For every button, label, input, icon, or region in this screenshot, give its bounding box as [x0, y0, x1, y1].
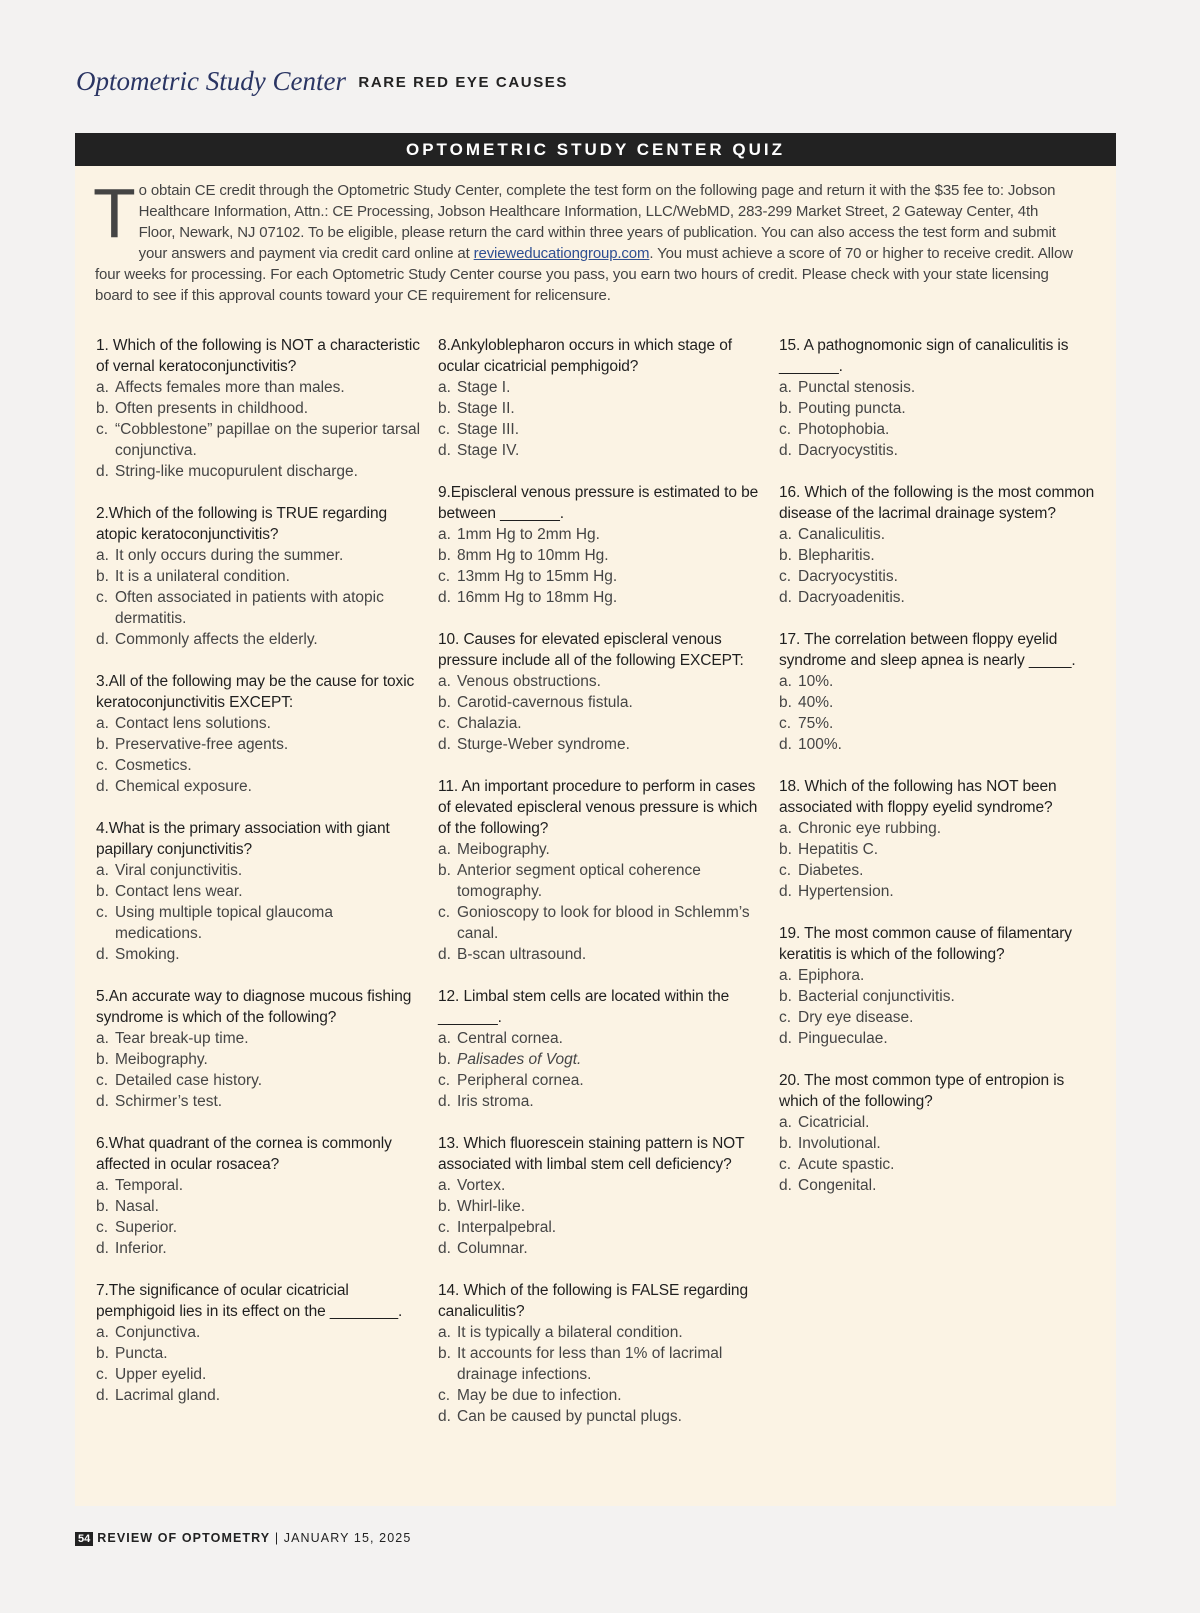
option-text: Using multiple topical glaucoma medications.	[115, 904, 333, 942]
option-letter: b.	[779, 400, 792, 417]
quiz-question	[96, 818, 421, 965]
option-letter: a.	[96, 1030, 109, 1047]
option-letter: d.	[438, 1093, 451, 1110]
option-text: Can be caused by punctal plugs.	[457, 1408, 682, 1425]
option-letter: c.	[96, 589, 109, 606]
question-text: 4.What is the primary association with giant papillary conjunctivitis?	[96, 820, 390, 858]
option-text: Congenital.	[798, 1177, 877, 1194]
option-letter: b.	[438, 1051, 451, 1068]
quiz-question	[96, 335, 421, 482]
option-text: 16mm Hg to 18mm Hg.	[457, 589, 618, 606]
option-text: Photophobia.	[798, 421, 890, 438]
option-text: It is typically a bilateral condition.	[457, 1324, 683, 1341]
answer-option	[438, 860, 763, 902]
option-text: Anterior segment optical coherence tomography.	[457, 862, 701, 900]
series-title: Optometric Study Center	[76, 66, 346, 96]
option-letter: d.	[438, 1240, 451, 1257]
answer-option	[438, 398, 763, 419]
magazine-name: REVIEW OF OPTOMETRY	[97, 1531, 271, 1545]
option-text: Superior.	[115, 1219, 178, 1236]
answer-option	[438, 1238, 763, 1259]
option-text: Whirl-like.	[457, 1198, 526, 1215]
quiz-question	[96, 503, 421, 650]
answer-option	[96, 398, 421, 419]
option-letter: a.	[779, 526, 792, 543]
option-text: Stage III.	[457, 421, 520, 438]
option-letter: b.	[96, 1198, 109, 1215]
answer-option	[438, 944, 763, 965]
option-text: Contact lens wear.	[115, 883, 243, 900]
answer-option	[779, 818, 1104, 839]
answer-option	[96, 461, 421, 482]
option-text: 1mm Hg to 2mm Hg.	[457, 526, 600, 543]
quiz-question	[96, 671, 421, 797]
option-text: Hepatitis C.	[798, 841, 879, 858]
question-text: 14. Which of the following is FALSE regarding canaliculitis?	[438, 1282, 748, 1320]
option-text: B-scan ultrasound.	[457, 946, 587, 963]
answer-option	[96, 1091, 421, 1112]
answer-option	[96, 545, 421, 566]
option-text: String-like mucopurulent discharge.	[115, 463, 358, 480]
question-text: 16. Which of the following is the most common disease of the lacrimal drainage system?	[779, 484, 1095, 522]
option-letter: b.	[779, 694, 792, 711]
instructions-text: o obtain CE credit through the Optometric Study Center, complete the test form on the following page and return it with the $35 fee to: Jobson Healthcare Information, Attn.: CE Processing, Jobson Healthcare Information, LLC/WebMD, 283-299 Market Street, 2 Gateway Center, 4th Floor, Newark, NJ 07102. To be eligible, please return the card within three years of publication. You can also access the test form and submit your answers and payment via credit card online at	[138, 182, 1056, 262]
option-text: Tear break-up time.	[115, 1030, 249, 1047]
option-text: Bacterial conjunctivitis.	[798, 988, 955, 1005]
option-letter: d.	[438, 589, 451, 606]
option-letter: a.	[96, 547, 109, 564]
option-letter: b.	[96, 736, 109, 753]
question-text: 8.Ankyloblepharon occurs in which stage of ocular cicatricial pemphigoid?	[438, 337, 732, 375]
option-text: It only occurs during the summer.	[115, 547, 344, 564]
option-text: It is a unilateral condition.	[115, 568, 290, 585]
question-text: 1. Which of the following is NOT a characteristic of vernal keratoconjunctivitis?	[96, 337, 420, 375]
option-letter: a.	[438, 673, 451, 690]
quiz-question	[779, 629, 1104, 755]
answer-option	[779, 965, 1104, 986]
quiz-question	[779, 482, 1104, 608]
option-text: Cicatricial.	[798, 1114, 870, 1131]
answer-option	[438, 440, 763, 461]
quiz-question	[438, 986, 763, 1112]
option-letter: a.	[438, 1030, 451, 1047]
option-letter: d.	[96, 1387, 109, 1404]
option-letter: a.	[438, 526, 451, 543]
option-text: Dacryocystitis.	[798, 442, 898, 459]
option-letter: d.	[779, 442, 792, 459]
option-text: Pingueculae.	[798, 1030, 888, 1047]
answer-option	[96, 755, 421, 776]
option-letter: c.	[779, 421, 792, 438]
answer-option	[438, 734, 763, 755]
option-text: Gonioscopy to look for blood in Schlemm’s canal.	[457, 904, 750, 942]
quiz-title: OPTOMETRIC STUDY CENTER QUIZ	[75, 133, 1116, 166]
answer-option	[96, 734, 421, 755]
answer-option	[96, 377, 421, 398]
answer-option	[779, 671, 1104, 692]
question-text: 12. Limbal stem cells are located within the _______.	[438, 988, 730, 1026]
option-letter: b.	[438, 547, 451, 564]
answer-option	[438, 671, 763, 692]
option-text: Preservative-free agents.	[115, 736, 289, 753]
answer-option	[96, 776, 421, 797]
option-text: Stage IV.	[457, 442, 520, 459]
option-letter: d.	[779, 736, 792, 753]
option-text: Often presents in childhood.	[115, 400, 309, 417]
answer-option	[96, 1196, 421, 1217]
option-text: Diabetes.	[798, 862, 864, 879]
answer-option	[438, 419, 763, 440]
question-text: 5.An accurate way to diagnose mucous fishing syndrome is which of the following?	[96, 988, 412, 1026]
option-text: Inferior.	[115, 1240, 167, 1257]
drop-cap: T	[93, 174, 136, 252]
option-letter: a.	[438, 1324, 451, 1341]
page-header	[76, 66, 568, 97]
option-letter: d.	[96, 463, 109, 480]
option-text: “Cobblestone” papillae on the superior tarsal conjunctiva.	[115, 421, 421, 459]
quiz-question	[438, 1133, 763, 1259]
option-letter: b.	[96, 1051, 109, 1068]
option-letter: d.	[96, 778, 109, 795]
option-letter: b.	[779, 547, 792, 564]
option-letter: b.	[438, 1198, 451, 1215]
answer-option	[779, 587, 1104, 608]
option-text: Peripheral cornea.	[457, 1072, 584, 1089]
answer-option	[438, 1175, 763, 1196]
answer-option	[779, 566, 1104, 587]
answer-option	[438, 713, 763, 734]
option-text: Iris stroma.	[457, 1093, 534, 1110]
quiz-question	[96, 1280, 421, 1406]
answer-option	[779, 986, 1104, 1007]
answer-option	[779, 713, 1104, 734]
option-letter: a.	[779, 820, 792, 837]
option-letter: d.	[438, 736, 451, 753]
option-text: Hypertension.	[798, 883, 894, 900]
answer-option	[96, 944, 421, 965]
option-letter: b.	[438, 1345, 451, 1362]
quiz-question	[779, 776, 1104, 902]
option-text: Nasal.	[115, 1198, 159, 1215]
answer-option	[96, 1364, 421, 1385]
quiz-question	[438, 629, 763, 755]
option-letter: c.	[96, 1072, 109, 1089]
answer-option	[779, 1175, 1104, 1196]
option-letter: d.	[779, 1177, 792, 1194]
answer-option	[96, 1070, 421, 1091]
option-letter: a.	[96, 1177, 109, 1194]
question-text: 11. An important procedure to perform in cases of elevated episcleral venous pressure is which of the following?	[438, 778, 758, 837]
option-letter: a.	[438, 841, 451, 858]
answer-option	[438, 1217, 763, 1238]
option-text: Columnar.	[457, 1240, 528, 1257]
option-text: Meibography.	[457, 841, 550, 858]
quiz-instructions	[93, 174, 1075, 306]
answer-option	[96, 1175, 421, 1196]
option-letter: b.	[779, 841, 792, 858]
option-letter: c.	[96, 1366, 109, 1383]
option-letter: c.	[438, 1387, 451, 1404]
question-text: 6.What quadrant of the cornea is commonly affected in ocular rosacea?	[96, 1135, 392, 1173]
option-text: 100%.	[798, 736, 842, 753]
answer-option	[779, 860, 1104, 881]
quiz-question	[438, 1280, 763, 1427]
option-letter: c.	[438, 568, 451, 585]
answer-option	[779, 398, 1104, 419]
answer-option	[438, 566, 763, 587]
option-letter: a.	[96, 379, 109, 396]
option-letter: d.	[438, 946, 451, 963]
answer-option	[438, 839, 763, 860]
question-text: 20. The most common type of entropion is which of the following?	[779, 1072, 1065, 1110]
answer-option	[96, 1322, 421, 1343]
option-letter: d.	[779, 883, 792, 900]
option-letter: c.	[779, 715, 792, 732]
option-text: Meibography.	[115, 1051, 208, 1068]
option-text: Contact lens solutions.	[115, 715, 271, 732]
answer-option	[438, 692, 763, 713]
education-link[interactable]: revieweducationgroup.com	[473, 245, 650, 262]
option-text: Chronic eye rubbing.	[798, 820, 942, 837]
option-letter: d.	[96, 946, 109, 963]
option-text: Chalazia.	[457, 715, 522, 732]
option-letter: c.	[438, 1072, 451, 1089]
option-text: Smoking.	[115, 946, 180, 963]
option-letter: c.	[438, 421, 451, 438]
answer-option	[438, 377, 763, 398]
question-text: 2.Which of the following is TRUE regarding atopic keratoconjunctivitis?	[96, 505, 388, 543]
option-letter: a.	[779, 379, 792, 396]
quiz-question	[779, 1070, 1104, 1196]
option-letter: d.	[96, 1240, 109, 1257]
option-text: Cosmetics.	[115, 757, 192, 774]
option-text: Palisades of Vogt.	[457, 1051, 582, 1068]
answer-option	[96, 713, 421, 734]
issue-date: | JANUARY 15, 2025	[274, 1531, 412, 1545]
question-column-1	[96, 335, 421, 1427]
answer-option	[96, 1028, 421, 1049]
option-text: Lacrimal gland.	[115, 1387, 221, 1404]
option-text: Pouting puncta.	[798, 400, 906, 417]
option-text: Commonly affects the elderly.	[115, 631, 318, 648]
answer-option	[438, 1028, 763, 1049]
option-letter: c.	[96, 1219, 109, 1236]
answer-option	[96, 629, 421, 650]
question-text: 9.Episcleral venous pressure is estimated to be between _______.	[438, 484, 759, 522]
option-text: 10%.	[798, 673, 834, 690]
option-letter: a.	[779, 673, 792, 690]
answer-option	[779, 1028, 1104, 1049]
option-letter: b.	[96, 400, 109, 417]
answer-option	[438, 1091, 763, 1112]
option-text: Schirmer’s test.	[115, 1093, 223, 1110]
option-text: Central cornea.	[457, 1030, 563, 1047]
option-text: Affects females more than males.	[115, 379, 345, 396]
answer-option	[779, 545, 1104, 566]
option-letter: b.	[96, 568, 109, 585]
answer-option	[438, 1343, 763, 1385]
quiz-question	[779, 335, 1104, 461]
option-text: Puncta.	[115, 1345, 168, 1362]
answer-option	[779, 692, 1104, 713]
answer-option	[438, 1070, 763, 1091]
option-text: Involutional.	[798, 1135, 881, 1152]
answer-option	[438, 587, 763, 608]
option-letter: a.	[96, 1324, 109, 1341]
option-letter: b.	[438, 694, 451, 711]
option-text: Viral conjunctivitis.	[115, 862, 243, 879]
option-letter: a.	[96, 715, 109, 732]
answer-option	[779, 1154, 1104, 1175]
option-letter: c.	[438, 1219, 451, 1236]
question-text: 10. Causes for elevated episcleral venous pressure include all of the following EXCEPT:	[438, 631, 744, 669]
option-letter: d.	[438, 442, 451, 459]
option-text: Detailed case history.	[115, 1072, 263, 1089]
answer-option	[779, 419, 1104, 440]
quiz-question	[779, 923, 1104, 1049]
option-letter: c.	[779, 568, 792, 585]
question-text: 15. A pathognomonic sign of canaliculitis is _______.	[779, 337, 1069, 375]
option-letter: a.	[438, 1177, 451, 1194]
option-text: 8mm Hg to 10mm Hg.	[457, 547, 609, 564]
quiz-panel	[75, 133, 1116, 1506]
quiz-question	[96, 986, 421, 1112]
option-text: Conjunctiva.	[115, 1324, 201, 1341]
answer-option	[438, 545, 763, 566]
option-letter: a.	[779, 967, 792, 984]
option-letter: b.	[438, 862, 451, 879]
option-text: Dry eye disease.	[798, 1009, 914, 1026]
option-letter: d.	[779, 589, 792, 606]
option-letter: d.	[779, 1030, 792, 1047]
page-number: 54	[75, 1532, 93, 1546]
option-letter: b.	[779, 1135, 792, 1152]
answer-option	[96, 587, 421, 629]
question-column-3	[779, 335, 1104, 1217]
option-text: 40%.	[798, 694, 834, 711]
option-letter: a.	[438, 379, 451, 396]
answer-option	[779, 440, 1104, 461]
answer-option	[779, 734, 1104, 755]
option-letter: b.	[96, 883, 109, 900]
option-letter: c.	[438, 715, 451, 732]
option-letter: a.	[96, 862, 109, 879]
option-text: Venous obstructions.	[457, 673, 601, 690]
option-letter: d.	[96, 1093, 109, 1110]
option-letter: a.	[779, 1114, 792, 1131]
option-text: It accounts for less than 1% of lacrimal drainage infections.	[457, 1345, 723, 1383]
option-text: Temporal.	[115, 1177, 184, 1194]
option-letter: c.	[779, 1156, 792, 1173]
answer-option	[96, 860, 421, 881]
option-letter: c.	[96, 421, 109, 438]
answer-option	[96, 1343, 421, 1364]
answer-option	[779, 1112, 1104, 1133]
question-text: 19. The most common cause of filamentary keratitis is which of the following?	[779, 925, 1072, 963]
option-text: Often associated in patients with atopic dermatitis.	[115, 589, 384, 627]
option-text: 13mm Hg to 15mm Hg.	[457, 568, 618, 585]
option-text: 75%.	[798, 715, 834, 732]
answer-option	[96, 1238, 421, 1259]
answer-option	[779, 377, 1104, 398]
answer-option	[96, 902, 421, 944]
instructions-text-continued: . You must achieve a score of 70 or higher to receive credit. Allow four weeks for processing. For each Optometric Study Center course you pass, you earn two hours of credit. Please check with your state licensing board to see if this approval counts toward your CE requirement for relicensure.	[95, 245, 1073, 304]
option-letter: c.	[779, 1009, 792, 1026]
answer-option	[438, 902, 763, 944]
answer-option	[438, 1049, 763, 1070]
option-text: Acute spastic.	[798, 1156, 895, 1173]
answer-option	[779, 524, 1104, 545]
option-text: Upper eyelid.	[115, 1366, 207, 1383]
question-text: 13. Which fluorescein staining pattern is NOT associated with limbal stem cell deficiency?	[438, 1135, 745, 1173]
option-letter: b.	[438, 400, 451, 417]
question-text: 7.The significance of ocular cicatricial pemphigoid lies in its effect on the ________.	[96, 1282, 403, 1320]
option-text: Chemical exposure.	[115, 778, 252, 795]
question-text: 18. Which of the following has NOT been associated with floppy eyelid syndrome?	[779, 778, 1057, 816]
answer-option	[779, 839, 1104, 860]
question-text: 3.All of the following may be the cause for toxic keratoconjunctivitis EXCEPT:	[96, 673, 415, 711]
option-letter: b.	[779, 988, 792, 1005]
answer-option	[96, 419, 421, 461]
option-text: Stage II.	[457, 400, 515, 417]
quiz-question	[438, 776, 763, 965]
option-text: Dacryoadenitis.	[798, 589, 905, 606]
quiz-question	[96, 1133, 421, 1259]
option-text: Canaliculitis.	[798, 526, 886, 543]
quiz-question	[438, 482, 763, 608]
option-text: Vortex.	[457, 1177, 506, 1194]
option-text: Carotid-cavernous fistula.	[457, 694, 633, 711]
option-letter: c.	[779, 862, 792, 879]
answer-option	[438, 524, 763, 545]
option-letter: c.	[438, 904, 451, 921]
answer-option	[96, 1217, 421, 1238]
answer-option	[779, 1007, 1104, 1028]
option-text: Punctal stenosis.	[798, 379, 916, 396]
answer-option	[438, 1385, 763, 1406]
section-title: RARE RED EYE CAUSES	[358, 74, 569, 91]
option-letter: d.	[96, 631, 109, 648]
option-text: Blepharitis.	[798, 547, 875, 564]
answer-option	[96, 566, 421, 587]
answer-option	[779, 881, 1104, 902]
option-letter: b.	[96, 1345, 109, 1362]
option-text: Interpalpebral.	[457, 1219, 557, 1236]
answer-option	[438, 1406, 763, 1427]
answer-option	[438, 1322, 763, 1343]
option-text: Stage I.	[457, 379, 511, 396]
page-footer	[75, 1531, 411, 1546]
answer-option	[96, 1385, 421, 1406]
answer-option	[779, 1133, 1104, 1154]
option-text: Sturge-Weber syndrome.	[457, 736, 630, 753]
option-letter: d.	[438, 1408, 451, 1425]
option-letter: c.	[96, 904, 109, 921]
option-text: Epiphora.	[798, 967, 865, 984]
question-column-2	[438, 335, 763, 1448]
option-text: Dacryocystitis.	[798, 568, 898, 585]
answer-option	[96, 1049, 421, 1070]
question-text: 17. The correlation between floppy eyelid syndrome and sleep apnea is nearly _____.	[779, 631, 1076, 669]
option-text: May be due to infection.	[457, 1387, 622, 1404]
option-letter: c.	[96, 757, 109, 774]
answer-option	[438, 1196, 763, 1217]
answer-option	[96, 881, 421, 902]
quiz-question	[438, 335, 763, 461]
